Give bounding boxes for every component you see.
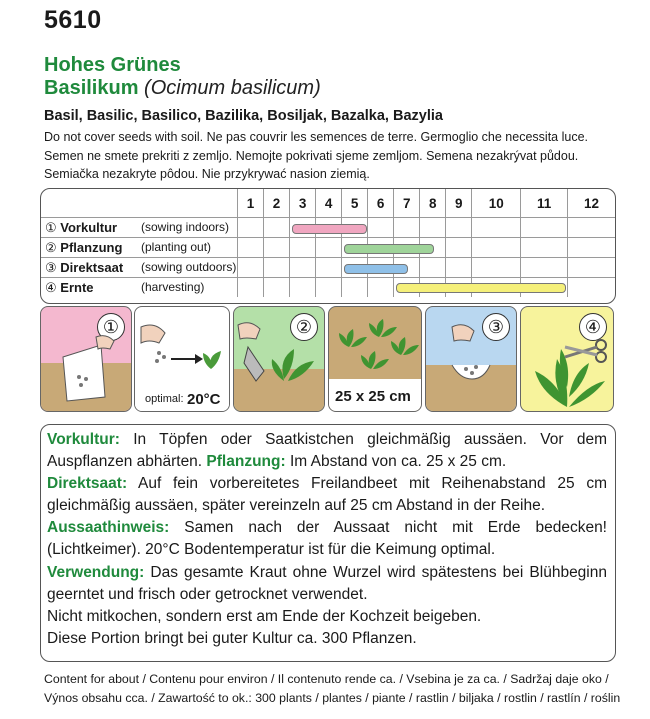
label-pflanzung: Pflanzung:	[206, 453, 286, 471]
calendar-cell	[446, 238, 472, 258]
info-paragraph: Diese Portion bringt bei guter Kultur ca. 300 Pflanzen.	[47, 629, 417, 647]
calendar-cell	[264, 218, 290, 238]
calendar-cell	[446, 218, 472, 238]
month-header: 6	[368, 189, 394, 218]
text-vorkultur: In Töpfen oder Saatkistchen gleichmäßig aussäen. Vor dem Auspflanzen abhärten.	[47, 431, 607, 471]
step-number-2: ②	[290, 313, 318, 341]
calendar-cell	[290, 238, 316, 258]
row-label: Pflanzung	[60, 239, 123, 255]
variety-name: Hohes Grünes	[44, 54, 181, 76]
content-line: Content for about / Contenu pour environ / Il contenuto rende ca. / Vsebina je za ca. / Sadržaj daje oko /	[44, 672, 609, 686]
label-vorkultur: Vorkultur:	[47, 431, 120, 448]
row-number: ③	[45, 259, 57, 275]
content-amount	[44, 670, 634, 708]
calendar-cell	[472, 258, 521, 278]
month-header: 2	[264, 189, 290, 218]
calendar-cell	[567, 258, 615, 278]
info-paragraph	[47, 517, 607, 561]
calendar-table	[41, 189, 615, 297]
calendar-cell	[567, 218, 615, 238]
calendar-cell	[446, 258, 472, 278]
calendar-cell	[264, 258, 290, 278]
calendar-cell	[472, 238, 521, 258]
calendar-cell	[521, 218, 568, 238]
product-name: Basilikum	[44, 77, 139, 99]
month-header: 12	[567, 189, 615, 218]
info-paragraph	[47, 473, 607, 517]
calendar-row-label	[41, 238, 238, 258]
optimal-temperature: 20°C	[187, 391, 221, 408]
calendar-row-label	[41, 278, 238, 298]
month-header: 3	[290, 189, 316, 218]
step-number-3: ③	[482, 313, 510, 341]
info-paragraph: Nicht mitkochen, sondern erst am Ende der Kochzeit beigeben.	[47, 607, 482, 625]
calendar-cell	[238, 278, 264, 298]
calendar-cell	[238, 218, 264, 238]
translated-names: Basil, Basilic, Basilico, Bazilika, Bosiljak, Bazalka, Bazylia	[44, 108, 443, 124]
optimal-label: optimal:	[145, 393, 184, 405]
calendar-cell	[316, 238, 342, 258]
panel-spacing	[328, 306, 422, 412]
text-direktsaat: Auf fein vorbereitetes Freilandbeet mit Reihenabstand 25 cm gleichmäßig aussäen, später vereinzeln auf 25 cm Abstand in der Reihe.	[47, 475, 607, 515]
calendar-corner	[41, 189, 238, 218]
text-pflanzung: Im Abstand von ca. 25 x 25 cm.	[285, 453, 507, 471]
sowing-calendar	[40, 188, 616, 304]
row-number: ②	[45, 239, 57, 255]
text-verwendung: Das gesamte Kraut ohne Wurzel wird spätestens bei Blühbeginn geerntet und frisch oder getrocknet verwendet.	[47, 563, 607, 603]
calendar-cell	[238, 258, 264, 278]
harvest-scissors-illustration	[521, 307, 613, 411]
calendar-row	[41, 258, 615, 278]
calendar-bar	[396, 283, 567, 293]
panel-harvest	[520, 306, 614, 412]
row-label-english: (sowing indoors)	[141, 219, 230, 234]
row-label: Direktsaat	[60, 259, 124, 275]
row-number: ④	[45, 279, 57, 295]
step-number-4: ④	[579, 313, 607, 341]
label-direktsaat: Direktsaat:	[47, 475, 128, 493]
calendar-cell	[342, 278, 368, 298]
panel-germination	[134, 306, 230, 412]
month-header: 1	[238, 189, 264, 218]
label-aussaathinweis: Aussaathinweis:	[47, 519, 170, 537]
row-label: Ernte	[60, 279, 94, 295]
step-number-1: ①	[97, 313, 125, 341]
calendar-cell	[316, 258, 342, 278]
calendar-bar	[292, 224, 367, 234]
calendar-cell	[368, 218, 394, 238]
cultivation-info	[40, 424, 616, 662]
product-code: 5610	[44, 6, 102, 34]
month-header: 7	[394, 189, 420, 218]
sowing-note	[44, 128, 624, 184]
calendar-row	[41, 238, 615, 258]
sowing-outdoors-illustration	[426, 307, 516, 411]
calendar-cell	[521, 238, 568, 258]
month-header: 8	[420, 189, 446, 218]
plant-spacing: 25 x 25 cm	[335, 388, 411, 405]
note-line: Do not cover seeds with soil. Ne pas couvrir les semences de terre. Germoglio che necessita luce.	[44, 130, 588, 144]
calendar-cell	[420, 258, 446, 278]
month-header: 4	[316, 189, 342, 218]
row-label: Vorkultur	[60, 219, 118, 235]
row-number: ①	[45, 219, 57, 235]
row-label-english: (sowing outdoors)	[141, 259, 237, 274]
calendar-cell	[472, 218, 521, 238]
calendar-bar	[344, 244, 434, 254]
latin-name: (Ocimum basilicum)	[144, 77, 321, 99]
calendar-cell	[567, 238, 615, 258]
row-label-english: (planting out)	[141, 239, 212, 254]
calendar-cell	[420, 218, 446, 238]
month-header: 11	[521, 189, 568, 218]
calendar-row-label	[41, 218, 238, 238]
product-title	[44, 77, 321, 100]
pot-illustration	[41, 307, 131, 411]
calendar-cell	[290, 278, 316, 298]
calendar-cell	[264, 278, 290, 298]
calendar-cell	[290, 258, 316, 278]
row-label-english: (harvesting)	[141, 279, 205, 294]
info-paragraph	[47, 429, 607, 473]
cultivation-text	[47, 429, 607, 650]
month-header: 5	[342, 189, 368, 218]
month-header: 9	[446, 189, 472, 218]
note-line: Semiačka nezakryte pôdou. Nie przykrywać nasion ziemią.	[44, 167, 370, 181]
text-aussaathinweis: Samen nach der Aussaat nicht mit Erde bedecken! (Lichtkeimer). 20°C Bodentemperatur ist für die Keimung optimal.	[47, 519, 607, 559]
calendar-header-row	[41, 189, 615, 218]
info-paragraph	[47, 562, 607, 606]
calendar-cell	[521, 258, 568, 278]
calendar-cell	[316, 278, 342, 298]
calendar-cell	[567, 278, 615, 298]
month-header: 10	[472, 189, 521, 218]
calendar-cell	[368, 278, 394, 298]
calendar-row-label	[41, 258, 238, 278]
calendar-cell	[238, 238, 264, 258]
note-line: Semen ne smete prekriti z zemljo. Nemojte pokrivati sjeme zemljom. Semena nezakrývat půdou.	[44, 148, 579, 163]
calendar-bar	[344, 264, 408, 274]
content-line: Výnos obsahu cca. / Zawartość to ok.: 300 plants / plantes / piante / rastlin / biljaka / rostlin / rastlín / roślin	[44, 691, 621, 705]
label-verwendung: Verwendung:	[47, 563, 145, 581]
panel-planting-out	[233, 306, 325, 412]
trowel-illustration	[234, 307, 324, 411]
calendar-cell	[264, 238, 290, 258]
panel-sowing-outdoors	[425, 306, 517, 412]
panel-sowing-indoors	[40, 306, 132, 412]
calendar-cell	[394, 218, 420, 238]
